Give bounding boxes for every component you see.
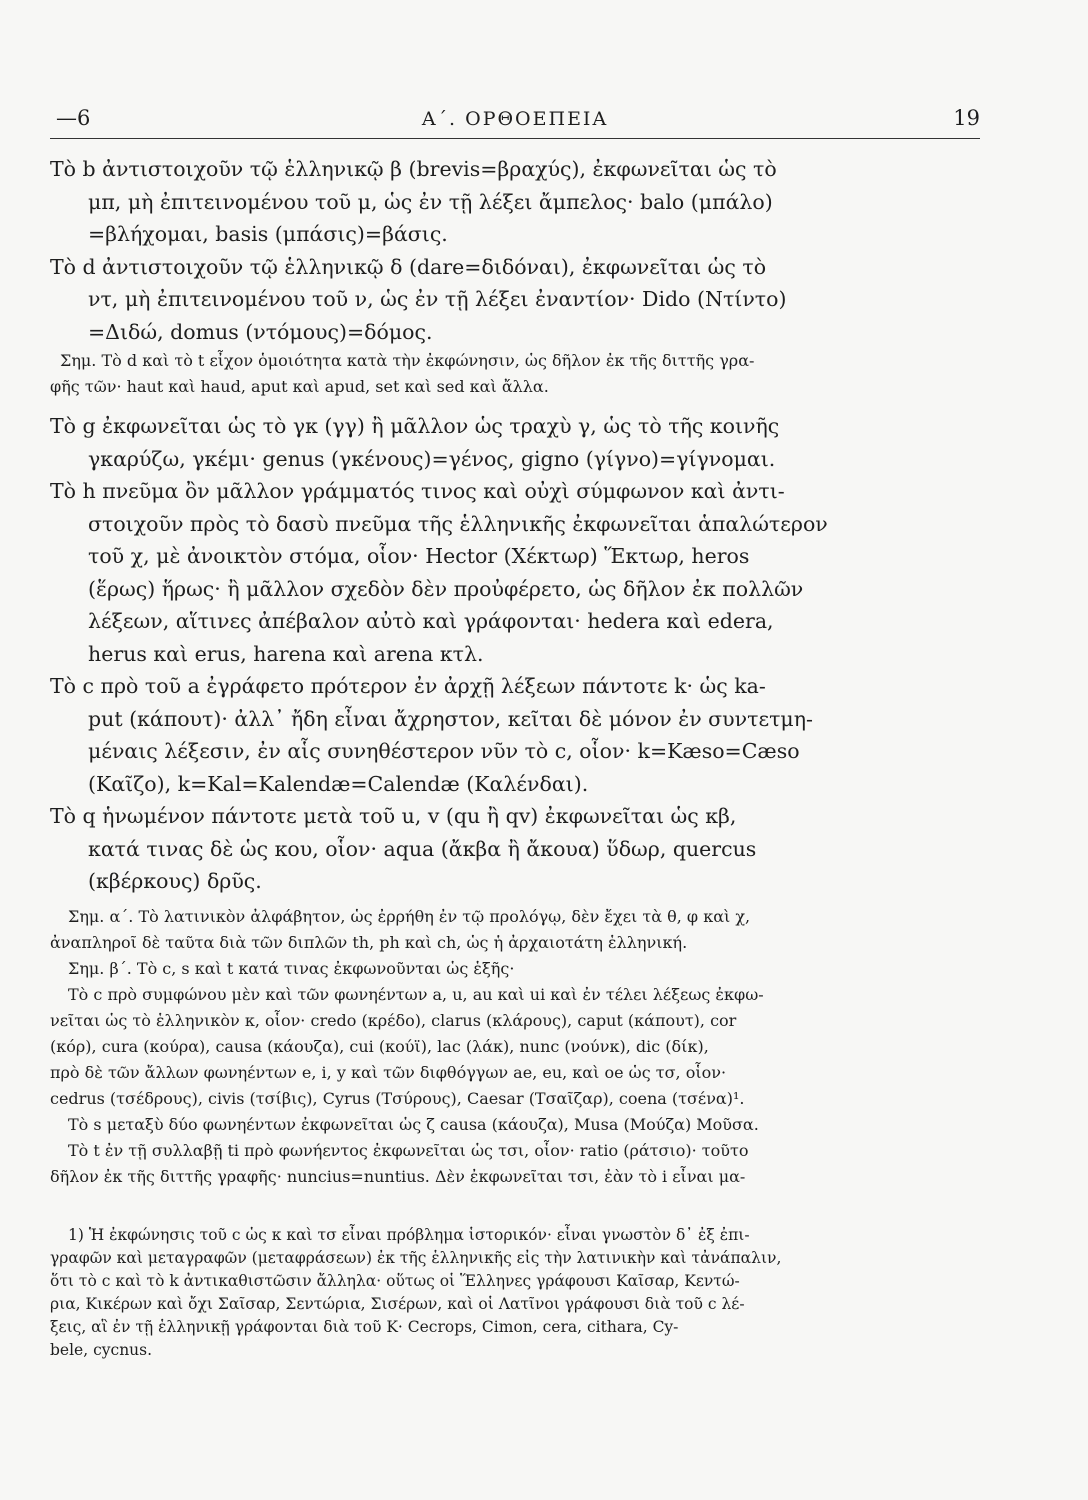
text-line: (ἕρως) ἥρως· ἢ μᾶλλον σχεδὸν δὲν προὐφέρετο, ὡς δῆλον ἐκ πολλῶν: [88, 576, 804, 601]
text-line: Τὸ h πνεῦμα ὂν μᾶλλον γράμματός τινος καὶ οὐχὶ σύμφωνον καὶ ἀντι-: [50, 479, 785, 503]
text-line: κατά τινας δὲ ὡς κου, οἷον· aqua (ἄκβα ἢ ἄκουα) ὕδωρ, quercus: [88, 836, 757, 861]
text-line: cedrus (τσέδρους), civis (τσίβις), Cyrus (Τσύρους), Caesar (Τσαῖζαρ), coena (τσένα)¹.: [50, 1088, 745, 1108]
text-line: στοιχοῦν πρὸς τὸ δασὺ πνεῦμα τῆς ἑλληνικῆς ἐκφωνεῖται ἁπαλώτερον: [88, 511, 828, 536]
signature-mark: —6: [56, 106, 91, 130]
text-line: Τὸ s μεταξὺ δύο φωνηέντων ἐκφωνεῖται ὡς ζ causa (κάουζα), Musa (Μούζα) Μοῦσα.: [68, 1114, 759, 1134]
paragraph-b: [50, 153, 980, 251]
text-line: πρὸ δὲ τῶν ἄλλων φωνηέντων e, i, y καὶ τῶν διφθόγγων ae, eu, καὶ oe ὡς τσ, οἷον·: [50, 1062, 727, 1082]
note-c-pronunciation: [50, 982, 980, 1112]
text-line: νεῖται ὡς τὸ ἑλληνικὸν κ, οἷον· credo (κρέδο), clarus (κλάρους), caput (κάπουτ), cor: [50, 1010, 737, 1030]
note-beta: [50, 956, 980, 982]
page-number: 19: [953, 106, 980, 130]
text-line: τοῦ χ, μὲ ἀνοικτὸν στόμα, οἷον· Hector (Χέκτωρ) Ἕκτωρ, heros: [88, 544, 750, 568]
text-line: φῆς τῶν· haut καὶ haud, aput καὶ apud, set καὶ sed καὶ ἄλλα.: [50, 377, 549, 396]
paragraph-h: [50, 475, 980, 670]
text-line: λέξεων, αἵτινες ἀπέβαλον αὐτὸ καὶ γράφονται· hedera καὶ edera,: [88, 609, 774, 633]
paragraph-d: [50, 251, 980, 349]
text-line: (Καῖζο), k=Kal=Kalendæ=Calendæ (Καλένδαι).: [88, 771, 589, 796]
body-text: [50, 153, 980, 1362]
text-line: bele, cycnus.: [50, 1340, 153, 1359]
paragraph-q: [50, 800, 980, 898]
running-header: [50, 100, 980, 139]
note-d-t: [50, 348, 980, 400]
text-line: γκαρύζω, γκέμι· genus (γκένους)=γένος, gigno (γίγνο)=γίγνομαι.: [88, 446, 776, 471]
text-line: put (κάπουτ)· ἀλλ᾿ ἤδη εἶναι ἄχρηστον, κεῖται δὲ μόνον ἐν συντετμη-: [88, 706, 813, 731]
text-line: μπ, μὴ ἐπιτεινομένου τοῦ μ, ὡς ἐν τῇ λέξει ἄμπελος· balo (μπάλο): [88, 189, 773, 214]
text-line: ὅτι τὸ c καὶ τὸ k ἀντικαθιστῶσιν ἄλληλα· οὕτως οἱ Ἕλληνες γράφουσι Καῖσαρ, Κεντώ-: [50, 1271, 740, 1290]
text-line: ἀναπληροῖ δὲ ταῦτα διὰ τῶν διπλῶν th, ph καὶ ch, ὡς ἡ ἀρχαιοτάτη ἑλληνική.: [50, 932, 688, 952]
text-line: Τὸ g ἐκφωνεῖται ὡς τὸ γκ (γγ) ἢ μᾶλλον ὡς τραχὺ γ, ὡς τὸ τῆς κοινῆς: [50, 414, 780, 438]
text-line: Τὸ q ἡνωμένον πάντοτε μετὰ τοῦ u, v (qu ἢ qv) ἐκφωνεῖται ὡς κβ,: [50, 804, 737, 828]
note-t-pronunciation: [50, 1138, 980, 1190]
text-line: μέναις λέξεσιν, ἐν αἷς συνηθέστερον νῦν τὸ c, οἷον· k=Kæso=Cæso: [88, 739, 800, 763]
text-line: herus καὶ erus, harena καὶ arena κτλ.: [88, 641, 484, 666]
text-line: Τὸ b ἀντιστοιχοῦν τῷ ἑλληνικῷ β (brevis=βραχύς), ἐκφωνεῖται ὡς τὸ: [50, 157, 777, 181]
text-line: Σημ. Τὸ d καὶ τὸ t εἶχον ὁμοιότητα κατὰ τὴν ἐκφώνησιν, ὡς δῆλον ἐκ τῆς διττῆς γρα-: [60, 351, 755, 370]
text-line: (κβέρκους) δρῦς.: [88, 869, 262, 893]
text-line: Τὸ d ἀντιστοιχοῦν τῷ ἑλληνικῷ δ (dare=διδόναι), ἐκφωνεῖται ὡς τὸ: [50, 254, 767, 279]
text-line: Τὸ t ἐν τῇ συλλαβῇ ti πρὸ φωνήεντος ἐκφωνεῖται ὡς τσι, οἷον· ratio (ράτσιο)· τοῦτο: [68, 1140, 749, 1160]
text-line: (κόρ), cura (κούρα), causa (κάουζα), cui (κούϊ), lac (λάκ), nunc (νούνκ), dic (δίκ),: [50, 1036, 709, 1056]
text-line: ντ, μὴ ἐπιτεινομένου τοῦ ν, ὡς ἐν τῇ λέξει ἐναντίον· Dido (Ντίντο): [88, 287, 787, 311]
text-line: =βλήχομαι, basis (μπάσις)=βάσις.: [88, 222, 448, 246]
paragraph-g: [50, 410, 980, 475]
text-line: δῆλον ἐκ τῆς διττῆς γραφῆς· nuncius=nuntius. Δὲν ἐκφωνεῖται τσι, ἐὰν τὸ i εἶναι μα-: [50, 1166, 746, 1186]
text-line: =Διδώ, domus (ντόμους)=δόμος.: [88, 319, 433, 344]
note-alpha: [50, 904, 980, 956]
text-line: Τὸ c πρὸ συμφώνου μὲν καὶ τῶν φωνηέντων a, u, au καὶ ui καὶ ἐν τέλει λέξεως ἐκφω-: [68, 984, 764, 1004]
text-line: ρια, Κικέρων καὶ ὄχι Σαῖσαρ, Σεντώρια, Σισέρων, καὶ οἱ Λατῖνοι γράφουσι διὰ τοῦ c λέ-: [50, 1294, 745, 1313]
text-line: Σημ. α΄. Τὸ λατινικὸν ἀλφάβητον, ὡς ἐρρήθη ἐν τῷ προλόγῳ, δὲν ἔχει τὰ θ, φ καὶ χ,: [68, 906, 751, 926]
text-line: 1) Ἡ ἐκφώνησις τοῦ c ὡς κ καὶ τσ εἶναι πρόβλημα ἱστορικόν· εἶναι γνωστὸν δ᾿ ἐξ ἐπι-: [68, 1225, 750, 1244]
footnote: [50, 1224, 980, 1362]
chapter-title: Α΄. ΟΡΘΟΕΠΕΙΑ: [421, 108, 609, 130]
text-line: Τὸ c πρὸ τοῦ a ἐγράφετο πρότερον ἐν ἀρχῇ λέξεων πάντοτε k· ὡς ka-: [50, 674, 766, 698]
note-s-pronunciation: [50, 1112, 980, 1138]
text-line: ξεις, αἳ ἐν τῇ ἑλληνικῇ γράφονται διὰ τοῦ Κ· Cecrops, Cimon, cera, cithara, Cy-: [50, 1317, 679, 1336]
text-line: Σημ. β΄. Τὸ c, s καὶ t κατά τινας ἐκφωνοῦνται ὡς ἑξῆς·: [68, 958, 515, 978]
paragraph-c: [50, 670, 980, 800]
text-line: γραφῶν καὶ μεταγραφῶν (μεταφράσεων) ἐκ τῆς ἑλληνικῆς εἰς τὴν λατινικὴν καὶ τἀνάπαλιν,: [50, 1248, 782, 1267]
